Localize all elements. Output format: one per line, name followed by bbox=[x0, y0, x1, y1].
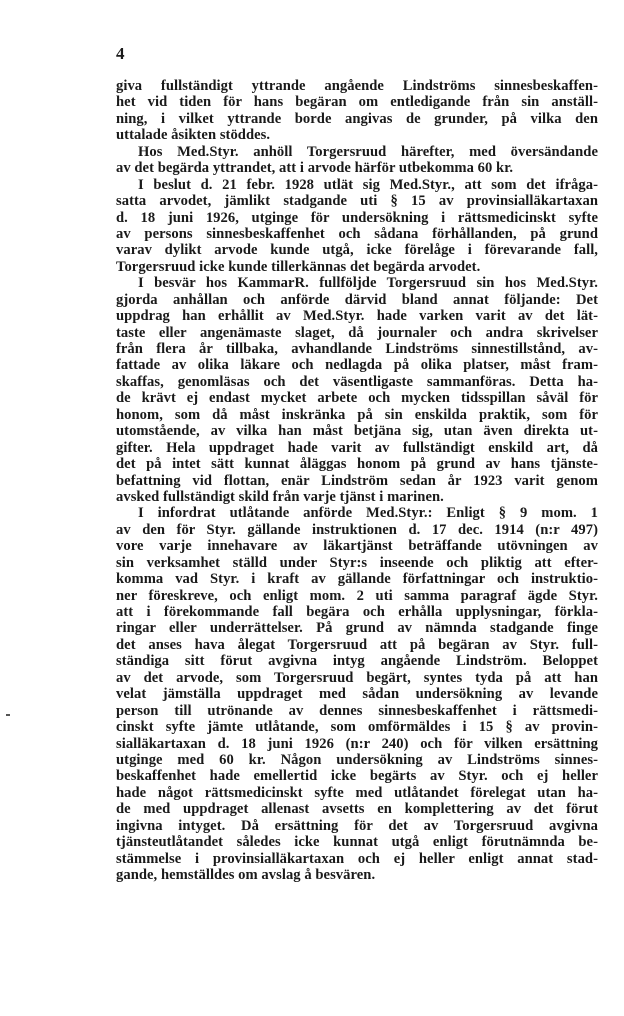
margin-mark bbox=[6, 714, 10, 716]
text-line: gifter. Hela uppdraget hade varit av fullständigt enskild art, då bbox=[116, 439, 598, 456]
text-line: det anses hava ålegat Torgersruud att på begäran av Styr. full- bbox=[116, 636, 598, 653]
text-line: uppdrag han erhållit av Med.Styr. hade varken varit av det lät- bbox=[116, 308, 598, 325]
text-line: fattade av olika läkare och nedlagda på olika platser, måst fram- bbox=[116, 357, 598, 374]
text-line: beskaffenhet hade emellertid icke begärts av Styr. och ej heller bbox=[116, 768, 598, 785]
text-line: från flera år tillbaka, avhandlande Lindströms sinnestillstånd, av- bbox=[116, 341, 598, 357]
text-line: skaffas, genomläsas och det väsentligaste sammanföras. Detta ha- bbox=[116, 373, 598, 390]
text-line: I besvär hos KammarR. fullföljde Torgersruud sin hos Med.Styr. bbox=[138, 275, 598, 292]
text-line: befattning vid flottan, enär Lindström sedan år 1923 varit genom bbox=[116, 472, 598, 489]
text-line: hade något rättsmedicinskt syfte med utlåtandet förelegat utan ha- bbox=[116, 784, 598, 801]
text-line: ning, i vilket yttrande borde angivas de grunder, på vilka den bbox=[116, 110, 598, 127]
text-line: taste eller angenämaste slaget, då journaler och andra skrivelser bbox=[116, 324, 598, 341]
text-line: varav dylikt arvode kunde utgå, icke förelåge i förevarande fall, bbox=[116, 242, 598, 259]
text-line: de med uppdraget allenast avsetts en komplettering av det förut bbox=[116, 801, 598, 818]
text-line: av det begärda yttrandet, att i arvode härför utbekomma 60 kr. bbox=[116, 160, 514, 177]
text-line: ingivna intyget. Då ersättning för det av Torgersruud avgivna bbox=[116, 817, 598, 834]
text-line: velat jämställa uppdraget med sådan undersökning av levande bbox=[116, 686, 598, 703]
text-line: sin verksamhet ställd under Styr:s inseende och pliktig att efter- bbox=[116, 554, 598, 571]
text-line: av den för Styr. gällande instruktionen d. 17 dec. 1914 (n:r 497) bbox=[116, 521, 598, 538]
text-line: utomstående, av vilka han måst betjäna sig, utan även direkta ut- bbox=[116, 423, 598, 440]
body-text bbox=[116, 78, 598, 883]
text-line: cinskt syfte jämte utlåtande, som omförmäldes i 15 § av provin- bbox=[116, 719, 598, 736]
text-line: det på intet sätt kunnat åläggas honom på grund av hans tjänste- bbox=[116, 456, 598, 473]
text-line: Hos Med.Styr. anhöll Torgersruud härefter, med översändande bbox=[138, 143, 598, 160]
text-line: gande, hemställdes om avslag å besvären. bbox=[116, 867, 376, 883]
text-line: de krävt ej endast mycket arbete och mycken tidsspillan såväl för bbox=[116, 390, 598, 407]
text-line: person till utrönande av dennes sinnesbeskaffenhet i rättsmedi- bbox=[116, 702, 598, 719]
text-line: ständiga sitt förut avgivna intyg angående Lindström. Beloppet bbox=[116, 653, 598, 670]
text-line: stämmelse i provinsialläkartaxan och ej heller enligt annat stad- bbox=[116, 850, 598, 867]
text-line: satta arvodet, jämlikt stadgande uti § 15 av provinsialläkartaxan bbox=[116, 193, 598, 210]
text-line: av det arvode, som Torgersruud begärt, syntes tyda på att han bbox=[116, 669, 598, 686]
text-line: tjänsteutlåtandet således icke kunnat utgå enligt förutnämnda be- bbox=[116, 834, 598, 851]
text-line: het vid tiden för hans begäran om entledigande från sin anställ- bbox=[116, 94, 598, 111]
text-line: ringar eller underrättelser. På grund av nämnda stadgande finge bbox=[116, 620, 598, 637]
text-line: I beslut d. 21 febr. 1928 utlät sig Med.Styr., att som det ifråga- bbox=[138, 176, 598, 193]
text-line: d. 18 juni 1926, utginge för undersökning i rättsmedicinskt syfte bbox=[116, 209, 598, 226]
text-line: uttalade åsikten stöddes. bbox=[116, 127, 271, 144]
text-line: utginge med 60 kr. Någon undersökning av Lindströms sinnes- bbox=[116, 751, 598, 768]
page-number: 4 bbox=[116, 44, 125, 63]
text-line: vore varje innehavare av läkartjänst beträffande utövningen av bbox=[116, 538, 598, 555]
text-line: I infordrat utlåtande anförde Med.Styr.: Enligt § 9 mom. 1 bbox=[138, 505, 598, 522]
text-line: Torgersruud icke kunde tillerkännas det begärda arvodet. bbox=[116, 258, 481, 275]
text-line: att i förekommande fall begära och erhålla upplysningar, förkla- bbox=[116, 604, 598, 620]
text-line: honom, som då måst inskränka på sin enskilda praktik, som för bbox=[116, 406, 598, 423]
text-line: giva fullständigt yttrande angående Lindströms sinnesbeskaffen- bbox=[116, 78, 598, 94]
text-line: sialläkartaxan d. 18 juni 1926 (n:r 240) och för vilken ersättning bbox=[116, 735, 598, 752]
text-line: avsked fullständigt skild från varje tjänst i marinen. bbox=[116, 488, 444, 505]
text-line: ner föreskreve, och enligt mom. 2 uti samma paragraf ägde Styr. bbox=[116, 587, 598, 604]
text-line: komma vad Styr. i kraft av gällande författningar och instruktio- bbox=[116, 571, 598, 588]
text-line: av persons sinnesbeskaffenhet och sådana förhållanden, på grund bbox=[116, 225, 598, 242]
text-line: gjorda anhållan och anförde därvid bland annat följande: Det bbox=[116, 291, 598, 308]
